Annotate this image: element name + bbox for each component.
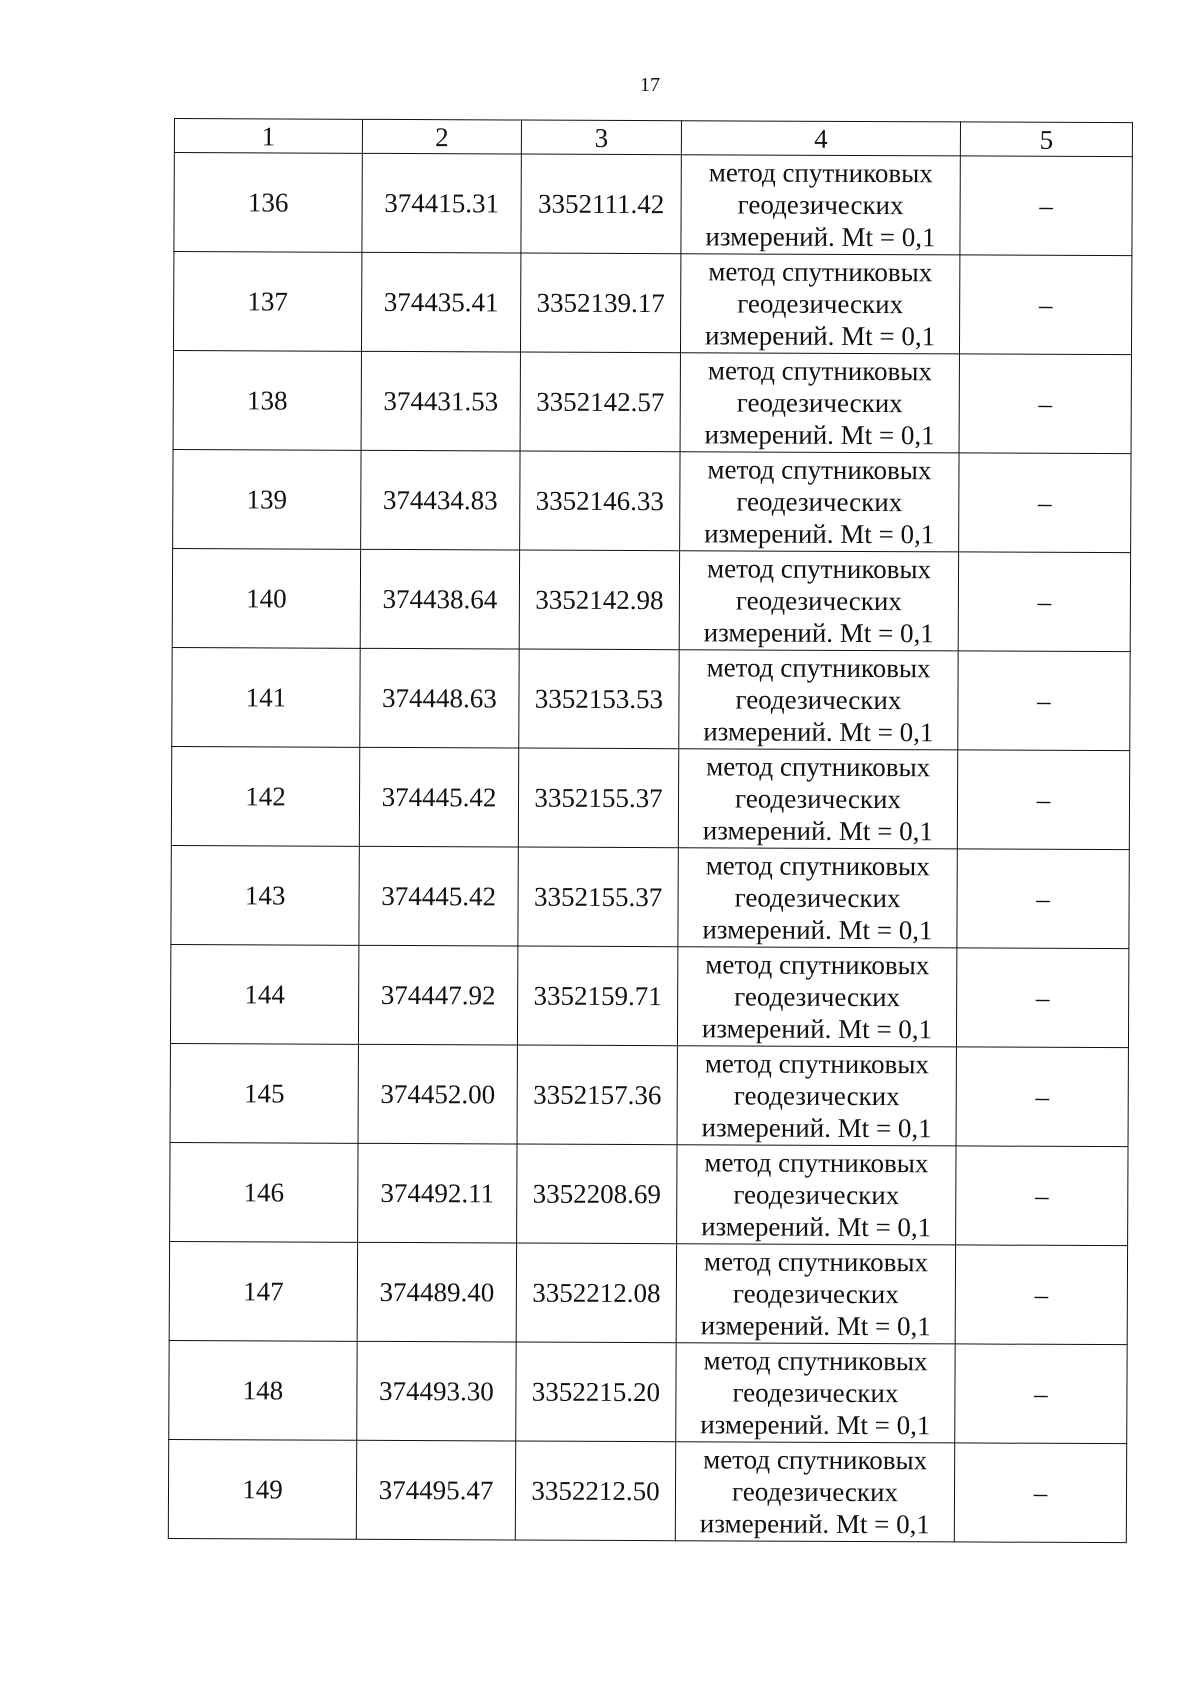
page-number: 17 bbox=[640, 74, 660, 96]
x-coordinate-cell: 374445.42 bbox=[359, 846, 518, 946]
note-cell: – bbox=[955, 1344, 1127, 1444]
method-line: геодезических bbox=[731, 1476, 899, 1508]
method-line: геодезических bbox=[732, 1377, 899, 1409]
method-line: метод спутниковых bbox=[707, 355, 932, 387]
note-cell: – bbox=[954, 1443, 1126, 1543]
point-number-cell: 139 bbox=[173, 449, 361, 549]
method-cell bbox=[678, 749, 957, 849]
method-line: геодезических bbox=[735, 684, 902, 716]
point-number-cell: 141 bbox=[172, 647, 360, 747]
y-coordinate-cell: 3352153.53 bbox=[519, 649, 679, 749]
method-line: измерений. Mt = 0,1 bbox=[699, 1508, 930, 1540]
y-coordinate-cell: 3352139.17 bbox=[520, 253, 680, 353]
method-cell bbox=[676, 1343, 955, 1443]
x-coordinate-cell: 374495.47 bbox=[356, 1440, 515, 1540]
point-number-cell: 142 bbox=[171, 746, 359, 846]
method-cell bbox=[678, 848, 957, 948]
x-coordinate-cell: 374445.42 bbox=[359, 747, 518, 847]
x-coordinate-cell: 374431.53 bbox=[361, 351, 520, 451]
note-cell: – bbox=[960, 156, 1132, 256]
header-row bbox=[174, 119, 1132, 157]
method-cell bbox=[676, 1244, 955, 1344]
x-coordinate-cell: 374448.63 bbox=[360, 648, 519, 748]
method-line: геодезических bbox=[736, 387, 903, 419]
method-line: метод спутниковых bbox=[703, 1444, 928, 1476]
method-line: метод спутниковых bbox=[703, 1345, 928, 1377]
method-line: геодезических bbox=[735, 783, 902, 815]
y-coordinate-cell: 3352155.37 bbox=[518, 748, 678, 848]
method-line: измерений. Mt = 0,1 bbox=[702, 914, 933, 946]
method-line: геодезических bbox=[733, 1080, 900, 1112]
note-cell: – bbox=[958, 651, 1130, 751]
note-cell: – bbox=[956, 1146, 1128, 1246]
method-line: геодезических bbox=[737, 189, 904, 221]
y-coordinate-cell: 3352215.20 bbox=[516, 1342, 676, 1442]
method-line: измерений. Mt = 0,1 bbox=[701, 1013, 933, 1045]
note-cell: – bbox=[959, 354, 1131, 454]
table-row bbox=[170, 1043, 1128, 1146]
method-cell bbox=[680, 452, 959, 552]
y-coordinate-cell: 3352146.33 bbox=[520, 451, 680, 551]
table-row bbox=[173, 252, 1131, 355]
point-number-cell: 147 bbox=[169, 1241, 357, 1341]
table-row bbox=[171, 746, 1129, 849]
method-line: метод спутниковых bbox=[707, 454, 932, 486]
method-line: измерений. Mt = 0,1 bbox=[702, 815, 934, 847]
table-row bbox=[170, 1142, 1128, 1245]
table-row bbox=[169, 1340, 1127, 1443]
y-coordinate-cell: 3352142.98 bbox=[519, 550, 679, 650]
method-line: геодезических bbox=[734, 882, 901, 914]
note-cell: – bbox=[956, 1047, 1128, 1147]
method-line: измерений. Mt = 0,1 bbox=[704, 419, 935, 451]
method-line: измерений. Mt = 0,1 bbox=[703, 716, 934, 748]
table-row bbox=[174, 153, 1132, 256]
y-coordinate-cell: 3352212.08 bbox=[516, 1243, 676, 1343]
y-coordinate-cell: 3352111.42 bbox=[521, 154, 681, 254]
x-coordinate-cell: 374415.31 bbox=[362, 153, 521, 253]
x-coordinate-cell: 374438.64 bbox=[360, 549, 519, 649]
x-coordinate-cell: 374489.40 bbox=[357, 1242, 516, 1342]
table-row bbox=[173, 350, 1131, 453]
method-cell bbox=[675, 1442, 954, 1542]
method-line: геодезических bbox=[735, 585, 902, 617]
table-row bbox=[170, 944, 1128, 1047]
x-coordinate-cell: 374447.92 bbox=[358, 945, 517, 1045]
note-cell: – bbox=[955, 1245, 1127, 1345]
table-body bbox=[168, 153, 1132, 1543]
point-number-cell: 140 bbox=[172, 548, 360, 648]
method-line: метод спутниковых bbox=[708, 256, 933, 288]
method-cell bbox=[680, 353, 959, 453]
method-cell bbox=[677, 947, 956, 1047]
point-number-cell: 146 bbox=[170, 1142, 358, 1242]
method-line: измерений. Mt = 0,1 bbox=[704, 518, 935, 550]
y-coordinate-cell: 3352142.57 bbox=[520, 352, 680, 452]
table-row bbox=[171, 845, 1129, 948]
table-row bbox=[172, 548, 1130, 651]
point-number-cell: 136 bbox=[174, 153, 362, 253]
method-line: метод спутниковых bbox=[706, 751, 931, 783]
table-header bbox=[174, 119, 1132, 157]
method-line: измерений. Mt = 0,1 bbox=[705, 221, 936, 253]
note-cell: – bbox=[959, 255, 1131, 355]
method-cell bbox=[679, 650, 958, 750]
method-cell bbox=[681, 155, 960, 255]
point-number-cell: 149 bbox=[168, 1439, 356, 1539]
header-cell-4: 4 bbox=[681, 121, 960, 156]
method-line: метод спутниковых bbox=[705, 949, 930, 981]
note-cell: – bbox=[957, 750, 1129, 850]
header-cell-2: 2 bbox=[362, 119, 521, 154]
y-coordinate-cell: 3352208.69 bbox=[517, 1144, 677, 1244]
y-coordinate-cell: 3352157.36 bbox=[517, 1045, 677, 1145]
x-coordinate-cell: 374435.41 bbox=[361, 252, 520, 352]
table-row bbox=[168, 1439, 1126, 1542]
y-coordinate-cell: 3352212.50 bbox=[515, 1441, 675, 1541]
point-number-cell: 143 bbox=[171, 845, 359, 945]
note-cell: – bbox=[959, 453, 1131, 553]
method-line: измерений. Mt = 0,1 bbox=[701, 1211, 932, 1243]
method-line: измерений. Mt = 0,1 bbox=[703, 617, 934, 649]
table-row bbox=[173, 449, 1131, 552]
coordinates-table bbox=[168, 118, 1133, 1543]
method-line: геодезических bbox=[736, 486, 903, 518]
note-cell: – bbox=[957, 849, 1129, 949]
method-line: метод спутниковых bbox=[705, 850, 930, 882]
point-number-cell: 148 bbox=[169, 1340, 357, 1440]
point-number-cell: 145 bbox=[170, 1043, 358, 1143]
x-coordinate-cell: 374452.00 bbox=[358, 1044, 517, 1144]
method-line: метод спутниковых bbox=[708, 157, 933, 189]
y-coordinate-cell: 3352159.71 bbox=[517, 946, 677, 1046]
table-row bbox=[172, 647, 1130, 750]
header-cell-5: 5 bbox=[960, 122, 1132, 157]
point-number-cell: 138 bbox=[173, 350, 361, 450]
method-line: метод спутниковых bbox=[704, 1147, 929, 1179]
method-line: измерений. Mt = 0,1 bbox=[700, 1310, 931, 1342]
method-line: геодезических bbox=[737, 288, 904, 320]
note-cell: – bbox=[956, 948, 1128, 1048]
method-line: геодезических bbox=[734, 981, 901, 1013]
method-cell bbox=[677, 1046, 956, 1146]
method-line: метод спутниковых bbox=[704, 1048, 929, 1080]
method-line: геодезических bbox=[732, 1278, 899, 1310]
x-coordinate-cell: 374492.11 bbox=[358, 1143, 517, 1243]
x-coordinate-cell: 374434.83 bbox=[361, 450, 520, 550]
method-line: геодезических bbox=[733, 1179, 900, 1211]
point-number-cell: 137 bbox=[173, 252, 361, 352]
method-line: измерений. Mt = 0,1 bbox=[700, 1409, 931, 1441]
method-cell bbox=[679, 551, 958, 651]
y-coordinate-cell: 3352155.37 bbox=[518, 847, 678, 947]
method-line: метод спутниковых bbox=[706, 553, 932, 585]
table-row bbox=[169, 1241, 1127, 1344]
method-line: измерений. Mt = 0,1 bbox=[701, 1112, 932, 1144]
note-cell: – bbox=[958, 552, 1130, 652]
point-number-cell: 144 bbox=[170, 944, 358, 1044]
method-line: метод спутниковых bbox=[703, 1246, 929, 1278]
method-line: метод спутниковых bbox=[706, 652, 931, 684]
method-line: измерений. Mt = 0,1 bbox=[704, 320, 936, 352]
header-cell-1: 1 bbox=[174, 119, 362, 154]
x-coordinate-cell: 374493.30 bbox=[357, 1341, 516, 1441]
method-cell bbox=[680, 254, 959, 354]
method-cell bbox=[677, 1145, 956, 1245]
header-cell-3: 3 bbox=[521, 120, 681, 155]
